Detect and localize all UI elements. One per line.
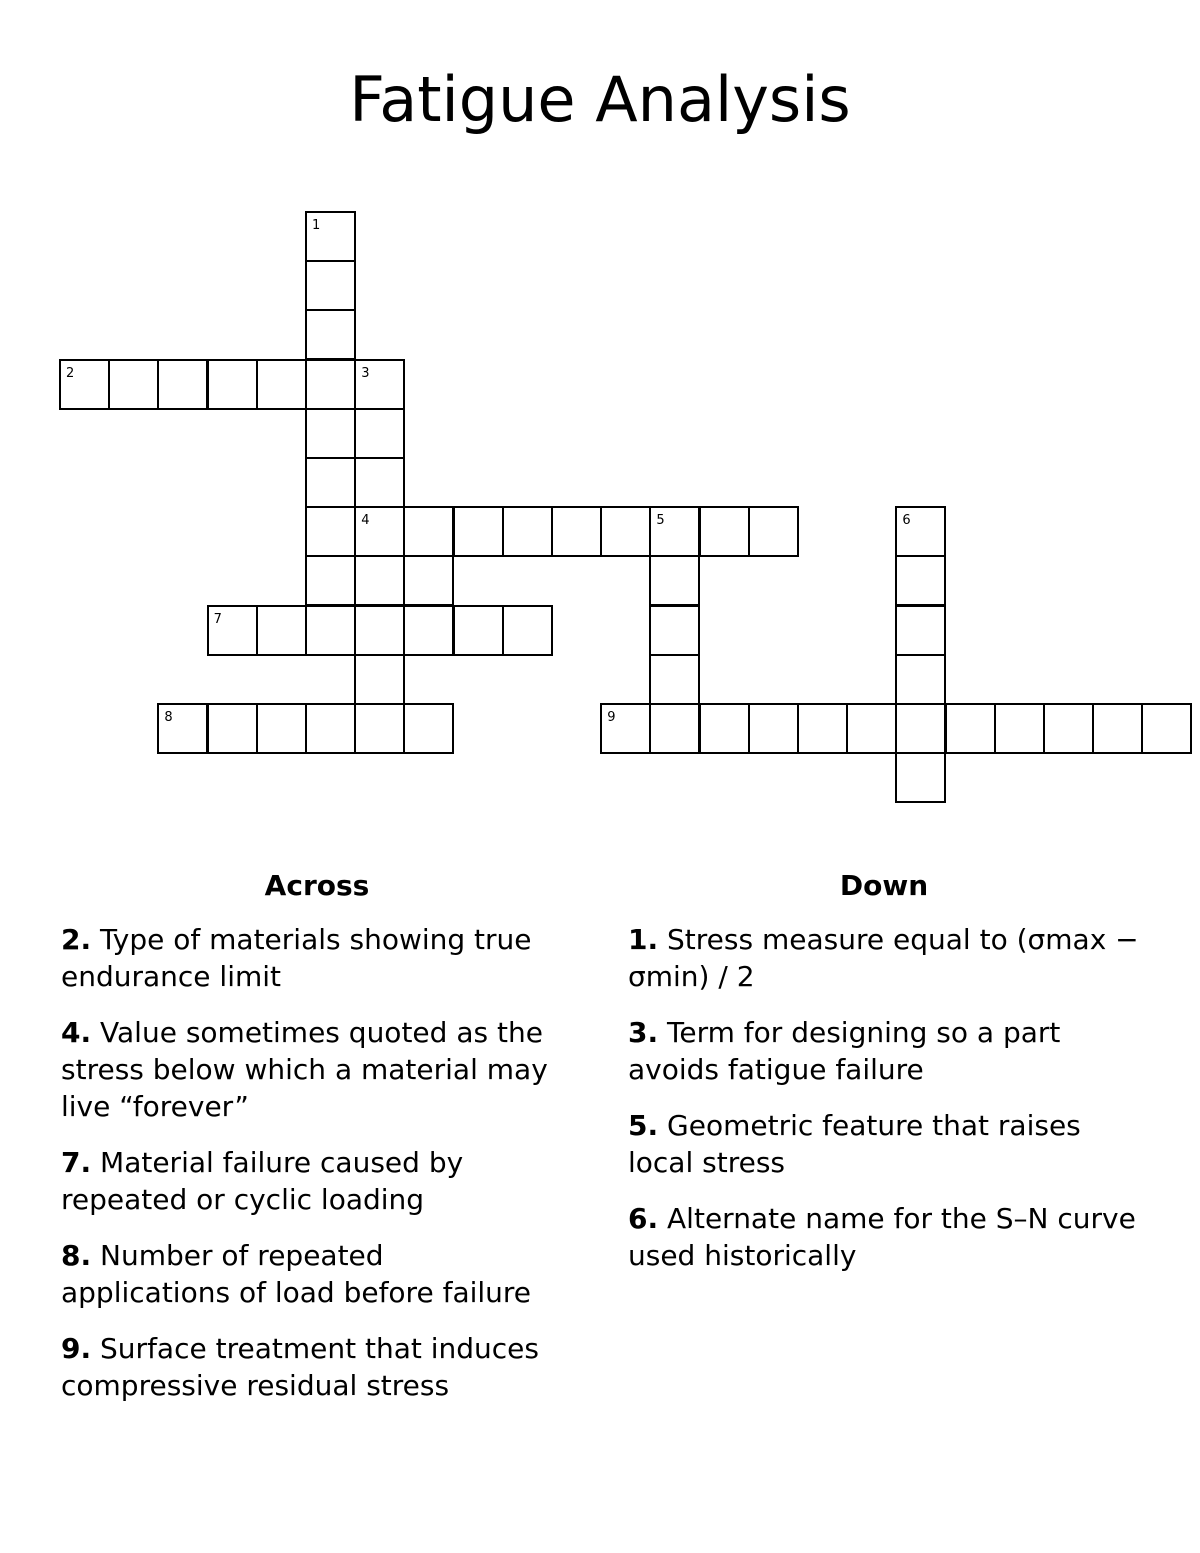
clue-text: Stress measure equal to (σmax − σmin) / 2 (628, 923, 1139, 993)
cell-number: 1 (312, 218, 321, 233)
down-heading: Down (839, 869, 929, 902)
crossword-cell[interactable] (256, 359, 307, 410)
crossword-cell[interactable] (551, 506, 602, 557)
crossword-cell[interactable] (797, 703, 848, 754)
crossword-cell[interactable] (403, 703, 454, 754)
crossword-cell[interactable] (649, 605, 700, 656)
clue-number: 7. (61, 1146, 92, 1179)
clue-down-1 (628, 921, 1148, 995)
crossword-cell[interactable] (600, 506, 651, 557)
clue-across-9 (61, 1330, 561, 1404)
crossword-cell[interactable] (453, 506, 504, 557)
clue-across-2 (61, 921, 561, 995)
crossword-cell[interactable] (649, 703, 700, 754)
crossword-cell[interactable] (305, 260, 356, 311)
crossword-cell-5[interactable] (649, 506, 700, 557)
clue-number: 2. (61, 923, 92, 956)
crossword-cell[interactable] (403, 555, 454, 606)
page-title: Fatigue Analysis (349, 63, 851, 136)
crossword-cell[interactable] (945, 703, 996, 754)
crossword-cell[interactable] (699, 506, 750, 557)
crossword-cell-3[interactable] (354, 359, 405, 410)
crossword-cell[interactable] (305, 408, 356, 459)
crossword-cell[interactable] (649, 654, 700, 705)
crossword-cell[interactable] (502, 605, 553, 656)
crossword-cell[interactable] (354, 457, 405, 508)
clue-text: Material failure caused by repeated or cyclic loading (61, 1146, 464, 1216)
crossword-cell[interactable] (305, 457, 356, 508)
crossword-cell[interactable] (699, 703, 750, 754)
crossword-cell[interactable] (748, 506, 799, 557)
clue-text: Type of materials showing true endurance limit (61, 923, 532, 993)
crossword-cell[interactable] (305, 506, 356, 557)
crossword-cell[interactable] (895, 555, 946, 606)
clue-number: 3. (628, 1016, 659, 1049)
crossword-cell[interactable] (895, 703, 946, 754)
clue-number: 1. (628, 923, 659, 956)
clue-text: Term for designing so a part avoids fatigue failure (628, 1016, 1061, 1086)
crossword-cell[interactable] (846, 703, 897, 754)
crossword-cell[interactable] (108, 359, 159, 410)
crossword-cell[interactable] (403, 506, 454, 557)
crossword-cell[interactable] (354, 605, 405, 656)
crossword-cell[interactable] (1043, 703, 1094, 754)
crossword-cell-2[interactable] (59, 359, 110, 410)
crossword-cell[interactable] (748, 703, 799, 754)
cell-number: 6 (902, 513, 911, 529)
crossword-cell-9[interactable] (600, 703, 651, 754)
cell-number: 9 (607, 710, 616, 725)
clue-number: 9. (61, 1332, 92, 1365)
crossword-cell[interactable] (453, 605, 504, 656)
crossword-cell[interactable] (354, 654, 405, 705)
crossword-cell-7[interactable] (207, 605, 258, 656)
crossword-cell[interactable] (354, 408, 405, 459)
clue-down-5 (628, 1107, 1148, 1181)
crossword-cell[interactable] (502, 506, 553, 557)
clue-text: Value sometimes quoted as the stress below which a material may live “forever” (61, 1016, 548, 1123)
crossword-cell[interactable] (895, 654, 946, 705)
crossword-cell[interactable] (895, 752, 946, 803)
cell-number: 2 (66, 365, 75, 381)
cell-number: 5 (656, 513, 665, 529)
clue-number: 8. (61, 1239, 92, 1272)
clue-text: Surface treatment that induces compressive residual stress (61, 1332, 539, 1402)
down-clues (628, 868, 1148, 1293)
crossword-cell[interactable] (207, 359, 258, 410)
crossword-cell[interactable] (354, 703, 405, 754)
crossword-cell[interactable] (305, 605, 356, 656)
crossword-cell[interactable] (354, 555, 405, 606)
clue-text: Alternate name for the S–N curve used historically (628, 1202, 1136, 1272)
crossword-cell[interactable] (895, 605, 946, 656)
clue-across-7 (61, 1144, 561, 1218)
clue-text: Geometric feature that raises local stress (628, 1109, 1081, 1179)
crossword-cell[interactable] (207, 703, 258, 754)
clue-number: 6. (628, 1202, 659, 1235)
clue-across-8 (61, 1237, 561, 1311)
crossword-cell[interactable] (157, 359, 208, 410)
crossword-cell-6[interactable] (895, 506, 946, 557)
crossword-cell[interactable] (649, 555, 700, 606)
crossword-cell[interactable] (403, 605, 454, 656)
crossword-cell[interactable] (305, 703, 356, 754)
across-clues (61, 868, 561, 1423)
crossword-cell-4[interactable] (354, 506, 405, 557)
crossword-cell[interactable] (256, 703, 307, 754)
cell-number: 8 (164, 710, 173, 725)
crossword-cell-1[interactable] (305, 211, 356, 262)
cell-number: 7 (213, 611, 222, 627)
clue-across-4 (61, 1014, 561, 1125)
crossword-cell[interactable] (305, 359, 356, 410)
crossword-cell[interactable] (994, 703, 1045, 754)
clue-down-6 (628, 1200, 1148, 1274)
crossword-cell[interactable] (1141, 703, 1192, 754)
across-heading: Across (264, 869, 370, 902)
clue-number: 4. (61, 1016, 92, 1049)
crossword-cell[interactable] (305, 309, 356, 360)
cell-number: 4 (361, 513, 370, 529)
clue-number: 5. (628, 1109, 659, 1142)
crossword-cell[interactable] (305, 555, 356, 606)
clue-text: Number of repeated applications of load before failure (61, 1239, 532, 1309)
clue-down-3 (628, 1014, 1148, 1088)
crossword-cell-8[interactable] (157, 703, 208, 754)
crossword-cell[interactable] (1092, 703, 1143, 754)
cell-number: 3 (361, 365, 370, 381)
crossword-cell[interactable] (256, 605, 307, 656)
